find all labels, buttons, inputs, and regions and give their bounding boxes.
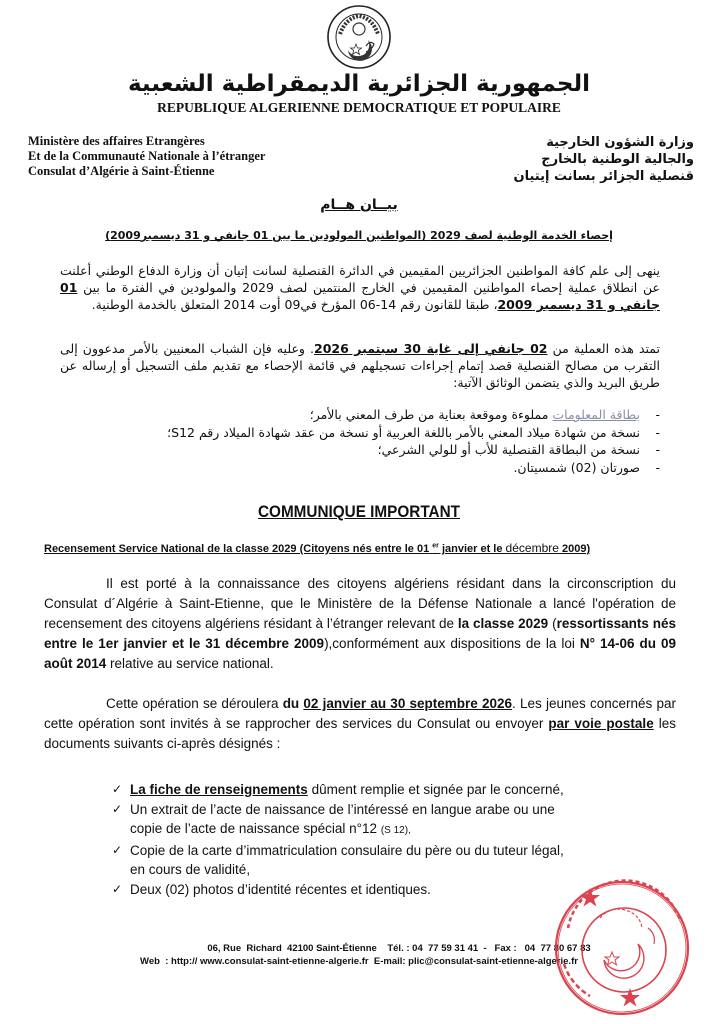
class-label: la classe 2029 <box>457 616 549 631</box>
consulate-seal-icon <box>530 868 706 1018</box>
footer-address: 06, Rue Richard 42100 Saint-Étienne Tél. : 04 77 59 31 41 - Fax : 04 77 80 67 83 <box>207 943 591 954</box>
community-line-ar: والجالية الوطنية بالخارج <box>541 152 694 167</box>
arabic-operation-period: 02 جانفي إلى غاية 30 سبتمبر 2026 <box>314 341 548 356</box>
french-documents-list <box>112 780 582 899</box>
arabic-birth-period: 01 جانفي و 31 ديسمبر 2009 <box>60 280 660 312</box>
birth-period: ressortissants nés entre le 1er janvier et le 31 décembre 2009 <box>44 616 677 651</box>
consulate-line: Consulat d’Algérie à Saint-Étienne <box>28 164 215 178</box>
arabic-paragraph-2: تمتد هذه العملية من 02 جانفي إلى غاية 30 سبتمبر 2026. وعليه فإن الشباب المعنيين بالأمر مدعوون إلى التقرب من مصالح القنصلية قصد إتمام إجراءات تسجيلهم في قائمة الإحصاء مع تقديم ملف التسجيل أو إرساله عن طريق البريد والذي يتضمن الوثائق الآتية: <box>60 341 661 390</box>
algeria-emblem-icon <box>326 4 392 70</box>
ministry-header-french <box>28 134 265 179</box>
french-communique-subtitle: Recensement Service National de la classe 2029 (Citoyens nés entre le 01 $^{er}$ janvier et le décembre 2009) <box>44 541 591 555</box>
law-reference: N° 14-06 du 09 août 2014 <box>44 636 677 671</box>
postal-mail-label: par voie postale <box>548 716 654 731</box>
list-item: ✓ Un extrait de l’acte de naissance de l’intéressé en langue arabe ou une copie de l’acte de naissance spécial n°12 (S 12), <box>112 800 582 841</box>
operation-period: 02 janvier au 30 septembre 2026 <box>303 696 513 711</box>
info-sheet-link-arabic[interactable]: بطاقة المعلومات <box>552 407 640 422</box>
french-paragraph-2: Cette opération se déroulera du 02 janvier au 30 septembre 2026. Les jeunes concernés par cette opération sont invités à se rapprocher des services du Consulat ou envoyer par voie postale les documents suivants ci-après désignés : <box>44 696 676 751</box>
list-item: - نسخة من شهادة ميلاد المعني بالأمر باللغة العربية أو نسخة من عقد شهادة الميلاد رقم S12؛ <box>60 424 660 442</box>
republic-name-arabic: الجمهورية الجزائرية الديمقراطية الشعبية <box>127 71 591 97</box>
list-item: - نسخة من البطاقة القنصلية للأب أو للولي الشرعي؛ <box>60 441 660 459</box>
community-line: Et de la Communauté Nationale à l’étranger <box>28 149 266 163</box>
list-item: - صورتان (02) شمسيتان. <box>60 459 660 477</box>
arabic-announcement-title: بيــان هــام <box>320 197 398 213</box>
ministry-line: Ministère des affaires Etrangères <box>28 134 205 148</box>
list-item: - بطاقة المعلومات مملوءة وموقعة بعناية من طرف المعني بالأمر؛ <box>60 406 660 424</box>
republic-name-french: REPUBLIQUE ALGERIENNE DEMOCRATIQUE ET POPULAIRE <box>157 100 561 115</box>
ministry-line-ar: وزارة الشؤون الخارجية <box>546 135 694 150</box>
info-sheet-link[interactable]: La fiche de renseignements <box>130 782 308 797</box>
list-item: ✓ La fiche de renseignements dûment remplie et signée par le concerné, <box>112 780 582 800</box>
arabic-documents-list <box>60 406 660 476</box>
consulate-line-ar: قنصلية الجزائر بسانت إيتيان <box>513 169 694 184</box>
french-communique-title: COMMUNIQUE IMPORTANT <box>257 502 460 521</box>
footer-contact: Web : http:// www.consulat-saint-etienne-algerie.fr E-mail: plic@consulat-saint-etienne-algerie.fr <box>140 956 578 967</box>
list-item: ✓ Copie de la carte d’immatriculation consulaire du père ou du tuteur légal, en cours de validité, <box>112 841 582 880</box>
french-paragraph-1: Il est porté à la connaissance des citoyens algériens résidant dans la circonscription du Consulat d´Algérie à Saint-Etienne, que le Ministère de la Défense Nationale a lancé l'opération de recensement des citoyens algériens résidant à l’étranger relevant de la classe 2029 (ressortissants nés entre le 1er janvier et le 31 décembre 2009),conformément aux dispositions de la loi N° 14-06 du 09 août 2014 relative au service national. <box>44 576 677 671</box>
list-item: ✓ Deux (02) photos d’identité récentes et identiques. <box>112 880 582 900</box>
ministry-header-arabic <box>514 134 694 185</box>
arabic-paragraph-1: ينهى إلى علم كافة المواطنين الجزائريين المقيمين في الدائرة القنصلية لسانت إتيان أن وزارة الدفاع الوطني أعلنت عن انطلاق عملية إحصاء المواطنين المقيمين في الخارج المنتمين لصف 2029 والمولودين في الفترة ما بين 01 جانفي و 31 ديسمبر 2009، طبقا للقانون رقم 14-06 المؤرخ في09 أوت 2014 المتعلق بالخدمة الوطنية. <box>60 263 660 312</box>
arabic-announcement-subtitle: إحصاء الخدمة الوطنية لصف 2029 (المواطنين المولودين ما بين 01 جانفي و 31 ديسمبر2009) <box>105 229 613 242</box>
